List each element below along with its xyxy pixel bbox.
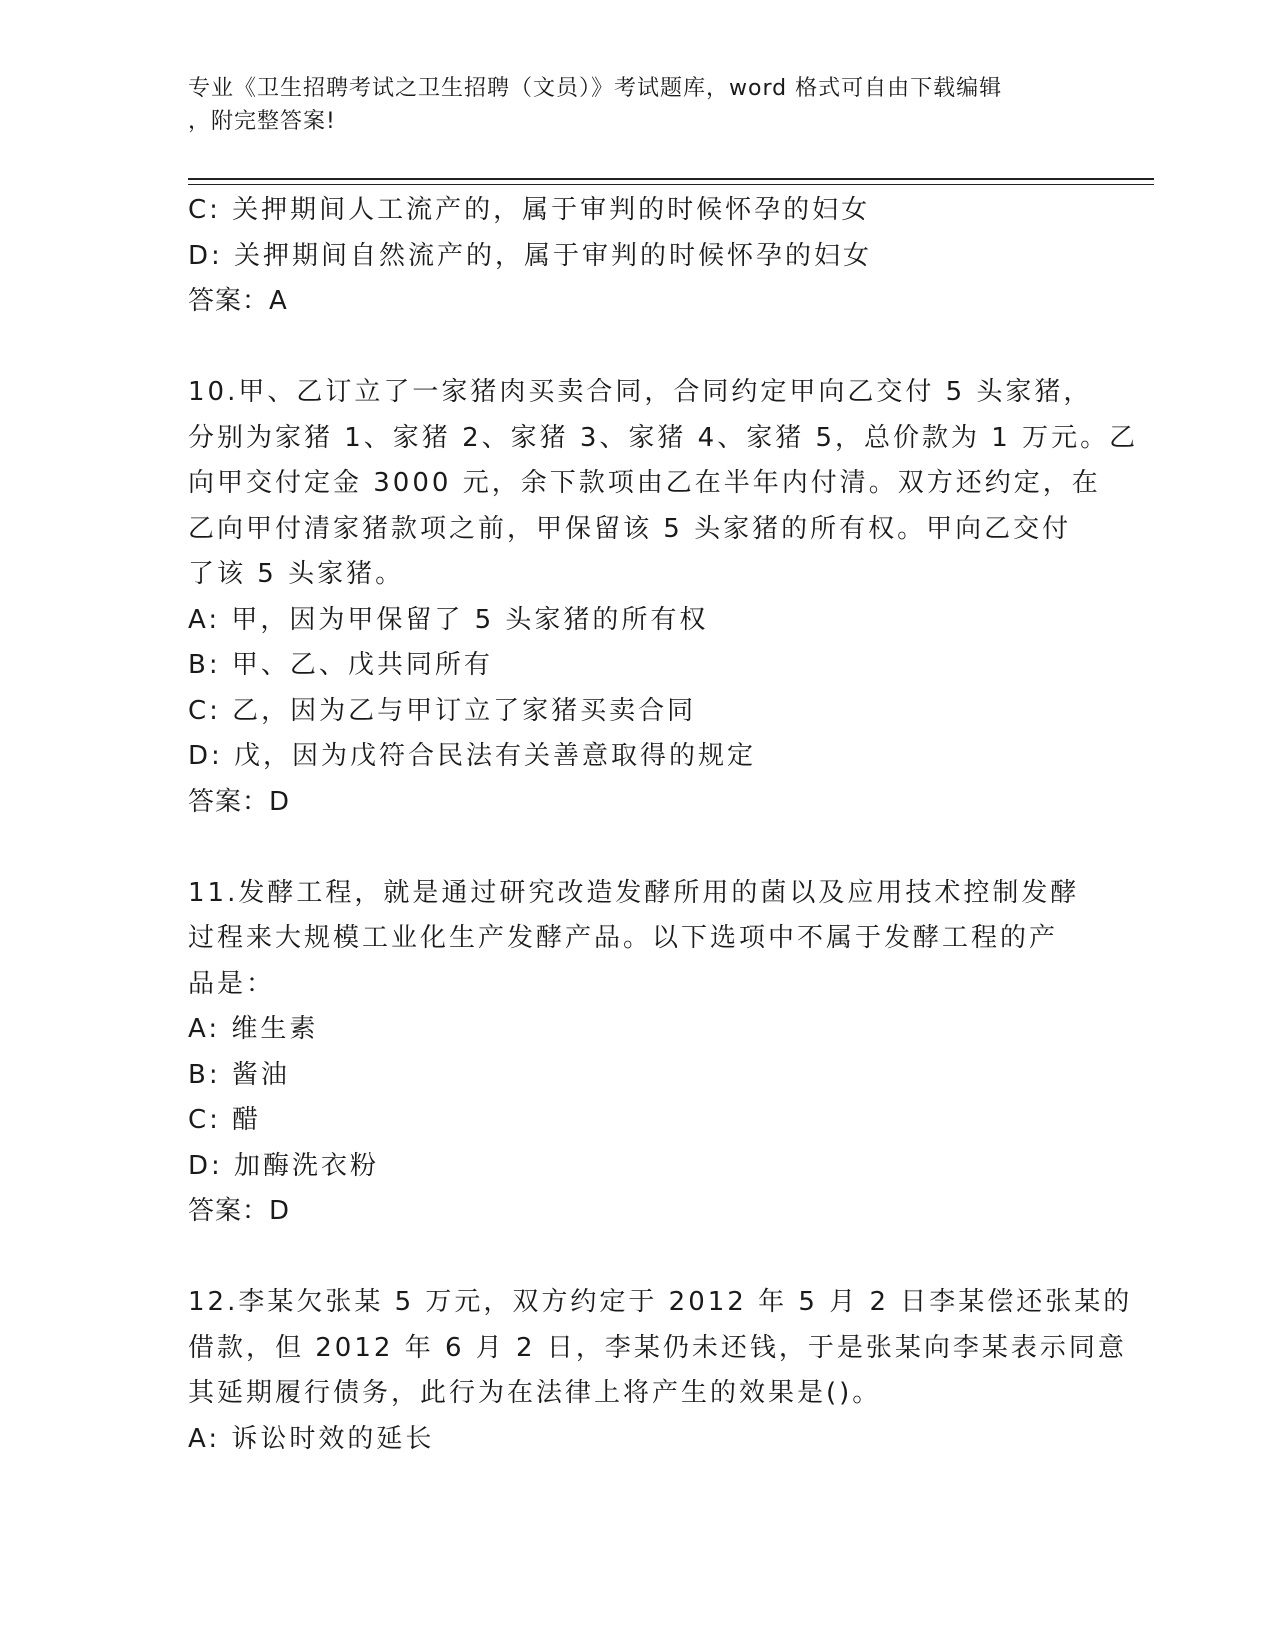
question-stem-line: 其延期履行债务，此行为在法律上将产生的效果是()。 xyxy=(188,1378,882,1408)
question-9 xyxy=(188,188,1088,325)
option-b: B: 酱油 xyxy=(188,1059,290,1090)
question-stem-line: 向甲交付定金 3000 元，余下款项由乙在半年内付清。双方还约定，在 xyxy=(188,468,1101,498)
header-line-2: ，附完整答案! xyxy=(188,109,336,134)
answer: 答案：A xyxy=(188,286,288,316)
question-stem-line: 了该 5 头家猪。 xyxy=(188,559,405,589)
option-d: D: 戊，因为戊符合民法有关善意取得的规定 xyxy=(188,741,757,771)
option-a: A: 维生素 xyxy=(188,1014,319,1044)
option-a: A: 甲，因为甲保留了 5 头家猪的所有权 xyxy=(188,604,709,635)
question-11 xyxy=(188,871,1088,1235)
header-line-1: 专业《卫生招聘考试之卫生招聘（文员）》考试题库，word 格式可自由下载编辑 xyxy=(188,76,1003,101)
option-a: A: 诉讼时效的延长 xyxy=(188,1423,435,1454)
document-header xyxy=(188,72,1088,138)
question-stem-line: 乙向甲付清家猪款项之前，甲保留该 5 头家猪的所有权。甲向乙交付 xyxy=(188,513,1072,544)
question-12 xyxy=(188,1280,1133,1462)
option-c: C: 乙，因为乙与甲订立了家猪买卖合同 xyxy=(188,695,697,726)
spacer xyxy=(188,825,1088,871)
option-d: D: 关押期间自然流产的，属于审判的时候怀孕的妇女 xyxy=(188,240,873,271)
question-list xyxy=(188,188,1139,1462)
header-divider-thick xyxy=(188,178,1154,180)
spacer xyxy=(188,1235,1088,1281)
option-b: B: 甲、乙、戊共同所有 xyxy=(188,650,493,680)
option-c: C: 醋 xyxy=(188,1105,262,1135)
question-stem-line: 11.发酵工程，就是通过研究改造发酵所用的菌以及应用技术控制发酵 xyxy=(188,877,1080,908)
question-stem-line: 10.甲、乙订立了一家猪肉买卖合同，合同约定甲向乙交付 5 头家猪， xyxy=(188,377,1093,407)
question-stem-line: 分别为家猪 1、家猪 2、家猪 3、家猪 4、家猪 5，总价款为 1 万元。乙 xyxy=(188,422,1139,453)
answer: 答案：D xyxy=(188,786,291,817)
header-divider-thin xyxy=(188,184,1154,185)
question-stem-line: 品是： xyxy=(188,968,276,999)
question-10 xyxy=(188,370,1139,825)
option-d: D: 加酶洗衣粉 xyxy=(188,1150,380,1181)
question-stem-line: 借款，但 2012 年 6 月 2 日，李某仍未还钱，于是张某向李某表示同意 xyxy=(188,1332,1127,1363)
option-c: C: 关押期间人工流产的，属于审判的时候怀孕的妇女 xyxy=(188,195,871,225)
spacer xyxy=(188,325,1088,371)
question-stem-line: 过程来大规模工业化生产发酵产品。以下选项中不属于发酵工程的产 xyxy=(188,923,1059,953)
question-stem-line: 12.李某欠张某 5 万元，双方约定于 2012 年 5 月 2 日李某偿还张某的 xyxy=(188,1287,1133,1317)
answer: 答案：D xyxy=(188,1196,291,1226)
